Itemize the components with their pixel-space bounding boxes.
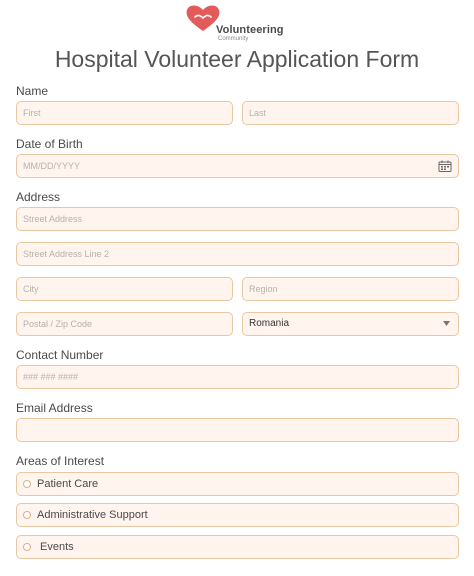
interest-option-events[interactable] (16, 535, 459, 559)
dob-placeholder: MM/DD/YYYY (23, 161, 81, 171)
email-label: Email Address (16, 401, 93, 415)
city-input[interactable] (16, 277, 233, 301)
street-address-line2-input[interactable] (16, 242, 459, 266)
interest-option-patient-care[interactable] (16, 472, 459, 496)
areas-of-interest-label: Areas of Interest (16, 454, 105, 468)
street-address-line2-placeholder: Street Address Line 2 (23, 249, 110, 259)
calendar-icon[interactable] (438, 160, 452, 172)
last-name-placeholder: Last (249, 108, 267, 118)
radio-button[interactable] (23, 511, 31, 519)
chevron-down-icon (443, 321, 450, 326)
city-placeholder: City (23, 284, 39, 294)
logo (184, 4, 294, 40)
dob-label: Date of Birth (16, 137, 83, 151)
postal-code-placeholder: Postal / Zip Code (23, 319, 93, 329)
logo-subtitle: Community (218, 36, 249, 42)
contact-number-placeholder: ### ### #### (23, 372, 79, 382)
name-label: Name (16, 84, 49, 98)
radio-button[interactable] (23, 480, 31, 488)
dob-input[interactable] (16, 154, 459, 178)
option-label: Events (40, 541, 74, 553)
address-label: Address (16, 190, 61, 204)
contact-number-input[interactable] (16, 365, 459, 389)
option-label: Administrative Support (37, 509, 148, 521)
radio-button[interactable] (23, 543, 31, 551)
first-name-placeholder: First (23, 108, 41, 118)
logo-title: Volunteering (216, 24, 284, 36)
country-value: Romania (249, 318, 290, 329)
form-title: Hospital Volunteer Application Form (54, 46, 420, 72)
region-placeholder: Region (249, 284, 278, 294)
last-name-input[interactable] (242, 101, 459, 125)
first-name-input[interactable] (16, 101, 233, 125)
option-label: Patient Care (37, 478, 99, 490)
contact-number-label: Contact Number (16, 348, 104, 362)
interest-option-administrative-support[interactable] (16, 503, 459, 527)
country-select[interactable] (242, 312, 459, 336)
region-input[interactable] (242, 277, 459, 301)
postal-code-input[interactable] (16, 312, 233, 336)
email-input[interactable] (16, 418, 459, 442)
street-address-input[interactable] (16, 207, 459, 231)
street-address-placeholder: Street Address (23, 214, 83, 224)
